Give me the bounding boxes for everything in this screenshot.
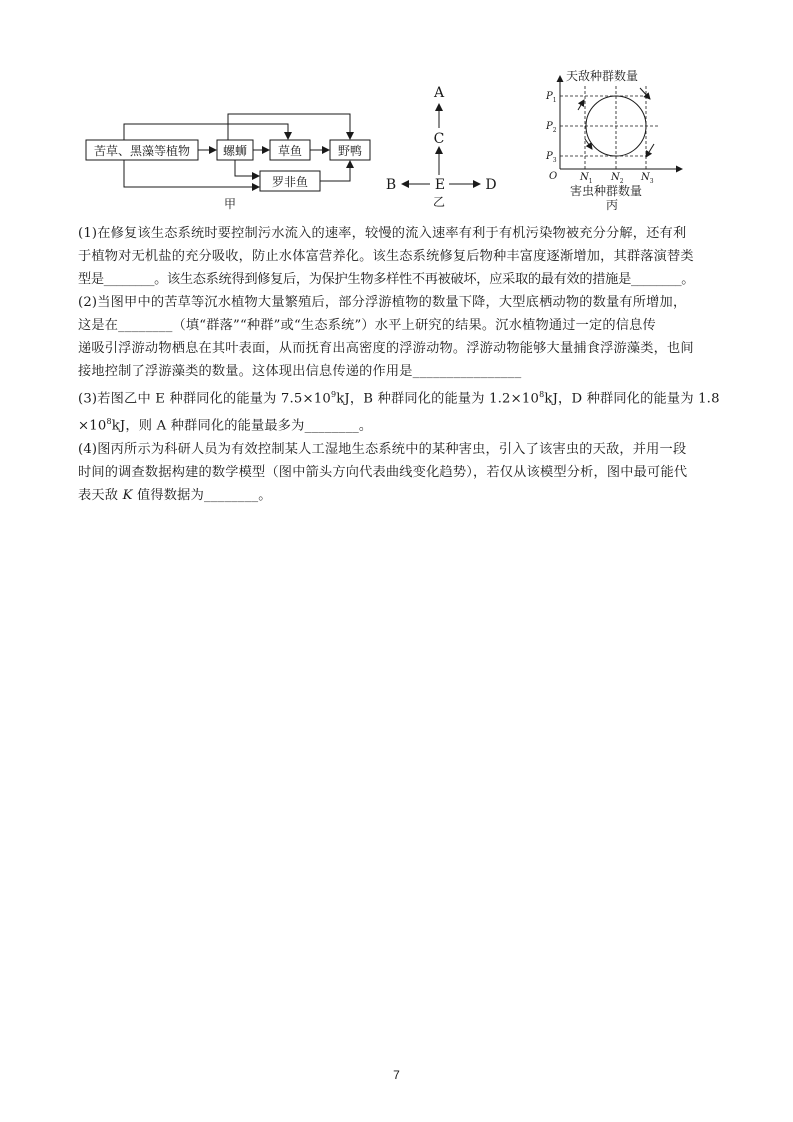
node-grass-carp-label: 草鱼 xyxy=(277,144,303,158)
question-line: (2)当图甲中的苦草等沉水植物大量繁殖后，部分浮游植物的数量下降，大型底栖动物的数量有所增加， xyxy=(78,295,687,310)
n2-label: $N_2$ xyxy=(611,172,624,185)
p3-label: $P_3$ xyxy=(546,151,557,164)
page-number: 7 xyxy=(393,1068,400,1082)
question-4 xyxy=(78,438,726,507)
p1-label: $P_1$ xyxy=(546,91,557,104)
figure-jia-caption: 甲 xyxy=(223,197,237,211)
figure-bing-model xyxy=(530,66,705,216)
figure-yi-energy-flow xyxy=(378,78,508,213)
n1-label: $N_1$ xyxy=(580,172,593,185)
node-snail-label: 螺蛳 xyxy=(222,144,248,158)
question-line: 型是________。该生态系统得到修复后，为保护生物多样性不再被破坏，应采取的最有效的措施是________。 xyxy=(78,272,695,287)
node-b: B xyxy=(385,177,397,193)
figure-yi-caption: 乙 xyxy=(432,195,446,209)
figure-bing-caption: 丙 xyxy=(605,198,619,212)
question-line: 接地控制了浮游藻类的数量。这体现出信息传递的作用是________________ xyxy=(78,364,522,379)
question-line: 递吸引浮游动物栖息在其叶表面，从而抚育出高密度的浮游动物。浮游动物能够大量捕食浮游藻类，也间 xyxy=(78,341,694,356)
question-line: (1)在修复该生态系统时要控制污水流入的速率，较慢的流入速率有利于有机污染物被充分分解，还有利 xyxy=(78,226,687,241)
node-d: D xyxy=(485,177,497,193)
figure-jia-food-web xyxy=(78,110,378,220)
x-axis-label: 害虫种群数量 xyxy=(570,184,643,198)
node-wild-duck-label: 野鸭 xyxy=(337,144,363,158)
question-line: 表天敌 K 值得数据为________。 xyxy=(78,487,272,503)
question-3 xyxy=(78,383,726,438)
question-line: 这是在________（填“群落”“种群”或“生态系统”）水平上研究的结果。沉水植物通过一定的信息传 xyxy=(78,318,656,333)
origin-label: O xyxy=(549,171,558,182)
question-2 xyxy=(78,291,726,383)
question-1 xyxy=(78,222,726,291)
question-line: 时间的调查数据构建的数学模型（图中箭头方向代表曲线变化趋势），若仅从该模型分析，图中最可能代 xyxy=(78,464,688,480)
y-axis-label: 天敌种群数量 xyxy=(566,69,639,83)
node-tilapia-label: 罗非鱼 xyxy=(271,175,309,189)
node-a: A xyxy=(433,85,445,101)
node-e: E xyxy=(434,177,446,193)
node-c: C xyxy=(433,131,445,147)
question-line: (3)若图乙中 E 种群同化的能量为 $7.5\times 10^9kJ$，B 种群同化的能量为 $1.2\times 10^8kJ$，D 种群同化的能量为 1.8 xyxy=(78,390,720,407)
n3-label: $N_3$ xyxy=(641,172,654,185)
question-line: (4)图丙所示为科研人员为有效控制某人工湿地生态系统中的某种害虫，引入了该害虫的天敌，并用一段 xyxy=(78,441,687,457)
question-line: 于植物对无机盐的充分吸收，防止水体富营养化。该生态系统修复后物种丰富度逐渐增加，其群落演替类 xyxy=(78,249,694,264)
node-plants-label: 苦草、黑藻等植物 xyxy=(93,144,191,158)
question-line: $\times 10^8kJ$，则 A 种群同化的能量最多为________。 xyxy=(78,417,373,434)
p2-label: $P_2$ xyxy=(546,121,557,134)
questions-block xyxy=(78,222,726,507)
